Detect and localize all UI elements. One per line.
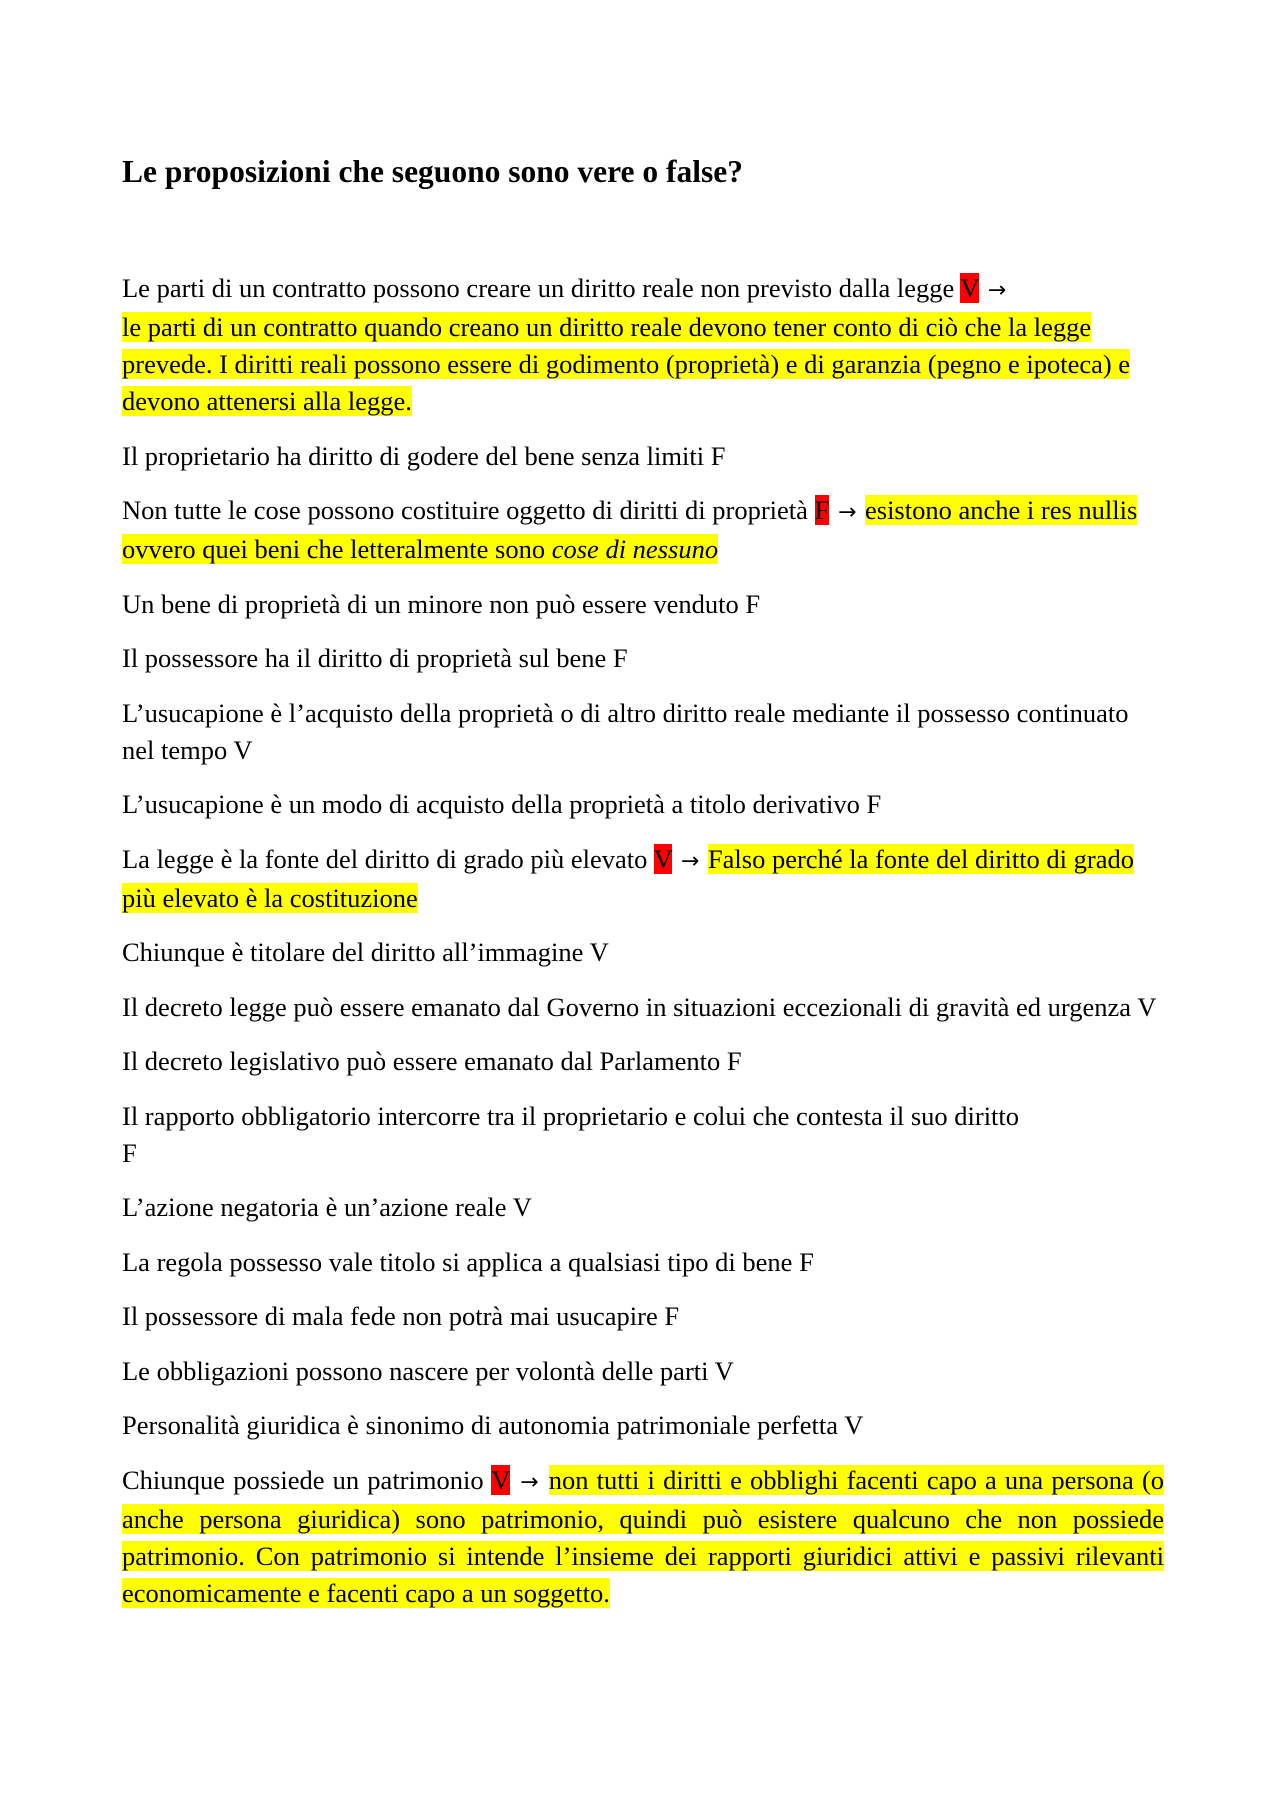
answer-wrong: V <box>653 843 673 874</box>
question-statement: La legge è la fonte del diritto di grado più elevato <box>122 843 648 874</box>
question-statement: Non tutte le cose possono costituire oggetto di diritti di proprietà <box>122 495 808 525</box>
question-item <box>122 786 1164 823</box>
question-statement: Personalità giuridica è sinonimo di autonomia patrimoniale perfetta <box>122 1410 839 1440</box>
question-statement: La regola possesso vale titolo si applica a qualsiasi tipo di bene <box>122 1246 793 1277</box>
arrow-right-icon: → <box>520 1469 539 1495</box>
question-statement: Un bene di proprietà di un minore non può essere venduto <box>122 588 739 619</box>
question-item <box>122 640 1164 677</box>
answer: F <box>664 1301 680 1331</box>
question-statement: L’usucapione è l’acquisto della proprietà o di altro diritto reale mediante il possesso continuato nel tempo <box>122 697 1129 765</box>
question-item <box>122 492 1164 568</box>
question-statement: Il possessore ha il diritto di proprietà sul bene <box>122 643 607 673</box>
arrow-right-icon: → <box>987 278 1007 303</box>
answer: F <box>710 440 726 471</box>
question-statement: L’usucapione è un modo di acquisto della proprietà a titolo derivativo <box>122 789 860 819</box>
question-item <box>122 1098 1164 1172</box>
question-item <box>122 1298 1164 1335</box>
arrow-right-icon: → <box>680 848 700 874</box>
question-item <box>122 1353 1164 1390</box>
correction-text: esistono anche i res nullis ovvero quei beni che letteralmente sono <box>122 495 1138 564</box>
answer: V <box>1137 991 1157 1022</box>
question-item <box>122 1043 1164 1080</box>
correction-text: non tutti i diritti e obblighi facenti capo a una persona (o anche persona giuridica) sono patrimonio, quindi può esistere qualcuno che non possiede patrimonio. Con patrimonio si intende l’insieme dei rapporti giuridici attivi e passivi rilevanti economicamente e facenti capo a un soggetto. <box>122 1464 1165 1608</box>
correction-italic-text: cose di nessuno <box>551 534 719 564</box>
answer-wrong: F <box>814 495 830 525</box>
answer: F <box>866 789 882 819</box>
answer: F <box>612 643 628 673</box>
answer-wrong: V <box>491 1464 510 1495</box>
correction-text: Falso perché la fonte del diritto di grado più elevato è la costituzione <box>122 843 1135 913</box>
answer: V <box>512 1192 532 1222</box>
question-statement: Il decreto legge può essere emanato dal Governo in situazioni eccezionali di gravità ed urgenza <box>122 991 1132 1022</box>
question-statement: Il rapporto obbligatorio intercorre tra il proprietario e colui che contesta il suo diritto <box>122 1100 1020 1131</box>
arrow-right-icon: → <box>837 500 857 525</box>
question-list <box>122 270 1164 1629</box>
question-item <box>122 438 1164 475</box>
answer-wrong: V <box>960 273 980 303</box>
question-statement: L’azione negatoria è un’azione reale <box>122 1192 507 1222</box>
question-item <box>122 841 1164 917</box>
question-item <box>122 989 1164 1026</box>
page-title: Le proposizioni che seguono sono vere o false? <box>122 154 743 189</box>
question-item <box>122 270 1164 420</box>
question-statement: Il decreto legislativo può essere emanato dal Parlamento <box>122 1046 721 1076</box>
answer: F <box>122 1137 137 1168</box>
question-statement: Le obbligazioni possono nascere per volontà delle parti <box>122 1355 709 1386</box>
question-statement: Chiunque possiede un patrimonio <box>122 1464 484 1495</box>
question-item <box>122 1244 1164 1281</box>
answer: V <box>714 1355 734 1386</box>
question-item <box>122 695 1164 769</box>
correction-text: le parti di un contratto quando creano un diritto reale devono tener conto di ciò che la legge prevede. I diritti reali possono essere di godimento (proprietà) e di garanzia (pegno e ipoteca) e devono attenersi alla legge. <box>122 312 1131 416</box>
question-statement: Le parti di un contratto possono creare un diritto reale non previsto dalla legge <box>122 273 955 303</box>
answer: V <box>233 734 253 765</box>
answer: V <box>844 1410 864 1440</box>
question-item <box>122 586 1164 623</box>
question-item <box>122 1407 1164 1444</box>
question-item <box>122 934 1164 971</box>
question-statement: Il proprietario ha diritto di godere del bene senza limiti <box>122 440 705 471</box>
question-statement: Il possessore di mala fede non potrà mai usucapire <box>122 1301 658 1331</box>
answer: F <box>726 1046 742 1076</box>
answer: F <box>799 1246 814 1277</box>
answer: V <box>589 937 609 967</box>
question-item <box>122 1189 1164 1226</box>
question-item <box>122 1462 1164 1612</box>
answer: F <box>745 588 761 619</box>
question-statement: Chiunque è titolare del diritto all’immagine <box>122 937 584 967</box>
